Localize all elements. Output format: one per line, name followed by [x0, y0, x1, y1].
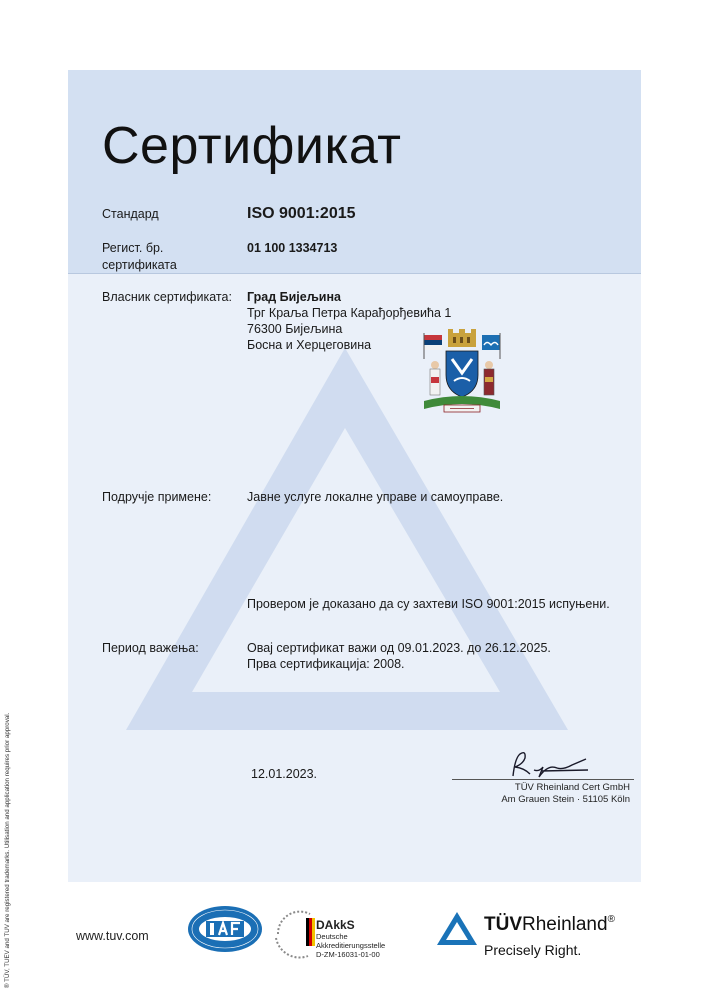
holder-address-line2: 76300 Бијељина	[247, 322, 343, 336]
holder-address-line3: Босна и Херцеговина	[247, 338, 372, 352]
tuv-brand-bold: TÜV	[484, 914, 522, 935]
iaf-logo-icon	[186, 904, 264, 954]
tuv-slogan: Precisely Right.	[484, 942, 582, 958]
verification-statement: Провером је доказано да су захтеви ISO 9001:2015 испуњени.	[247, 597, 610, 611]
standard-value: ISO 9001:2015	[247, 205, 356, 222]
registration-label-line2: сертификата	[102, 258, 177, 272]
holder-name: Град Бијељина	[247, 290, 341, 304]
first-certification: Прва сертификација: 2008.	[247, 657, 405, 671]
scope-value: Јавне услуге локалне управе и самоуправе.	[247, 490, 504, 504]
scope-label: Подручје примене:	[102, 490, 212, 504]
issue-date: 12.01.2023.	[251, 767, 318, 781]
tuv-brand-rest: Rheinland	[522, 914, 608, 935]
certificate-panel	[68, 70, 641, 882]
holder-address-line1: Трг Краља Петра Карађорђевића 1	[247, 306, 452, 320]
dakks-id: D-ZM-16031-01-00	[316, 950, 380, 959]
dakks-line2: Akkreditierungsstelle	[316, 941, 386, 950]
issuer-name: TÜV Rheinland Cert GmbH	[514, 782, 630, 793]
signature-line	[452, 779, 634, 780]
tuv-registered-mark: ®	[607, 914, 615, 925]
dakks-text-block	[316, 918, 385, 959]
validity-label: Период важења:	[102, 641, 199, 655]
certificate-title: Сертификат	[102, 117, 402, 175]
footer-website-link[interactable]: www.tuv.com	[76, 929, 149, 943]
holder-label: Власник сертификата:	[102, 290, 232, 304]
dakks-name: DAkkS	[316, 918, 355, 932]
registration-value: 01 100 1334713	[247, 241, 338, 255]
certificate-content	[68, 70, 641, 882]
trademark-note: ® TÜV, TUEV and TUV are registered trademarks. Utilisation and application requires prior approval.	[4, 712, 11, 988]
issuer-block	[452, 782, 630, 806]
tuv-brand-name	[484, 914, 615, 936]
signature-icon	[508, 750, 598, 780]
validity-period: Овај сертификат важи од 09.01.2023. до 26.12.2025.	[247, 641, 551, 655]
standard-label: Стандард	[102, 207, 159, 221]
issuer-address: Am Grauen Stein · 51105 Köln	[501, 794, 630, 805]
city-coat-of-arms-icon	[420, 325, 504, 421]
dakks-line1: Deutsche	[316, 932, 348, 941]
registration-label-line1: Регист. бр.	[102, 241, 164, 255]
tuv-triangle-logo-icon	[436, 911, 478, 947]
